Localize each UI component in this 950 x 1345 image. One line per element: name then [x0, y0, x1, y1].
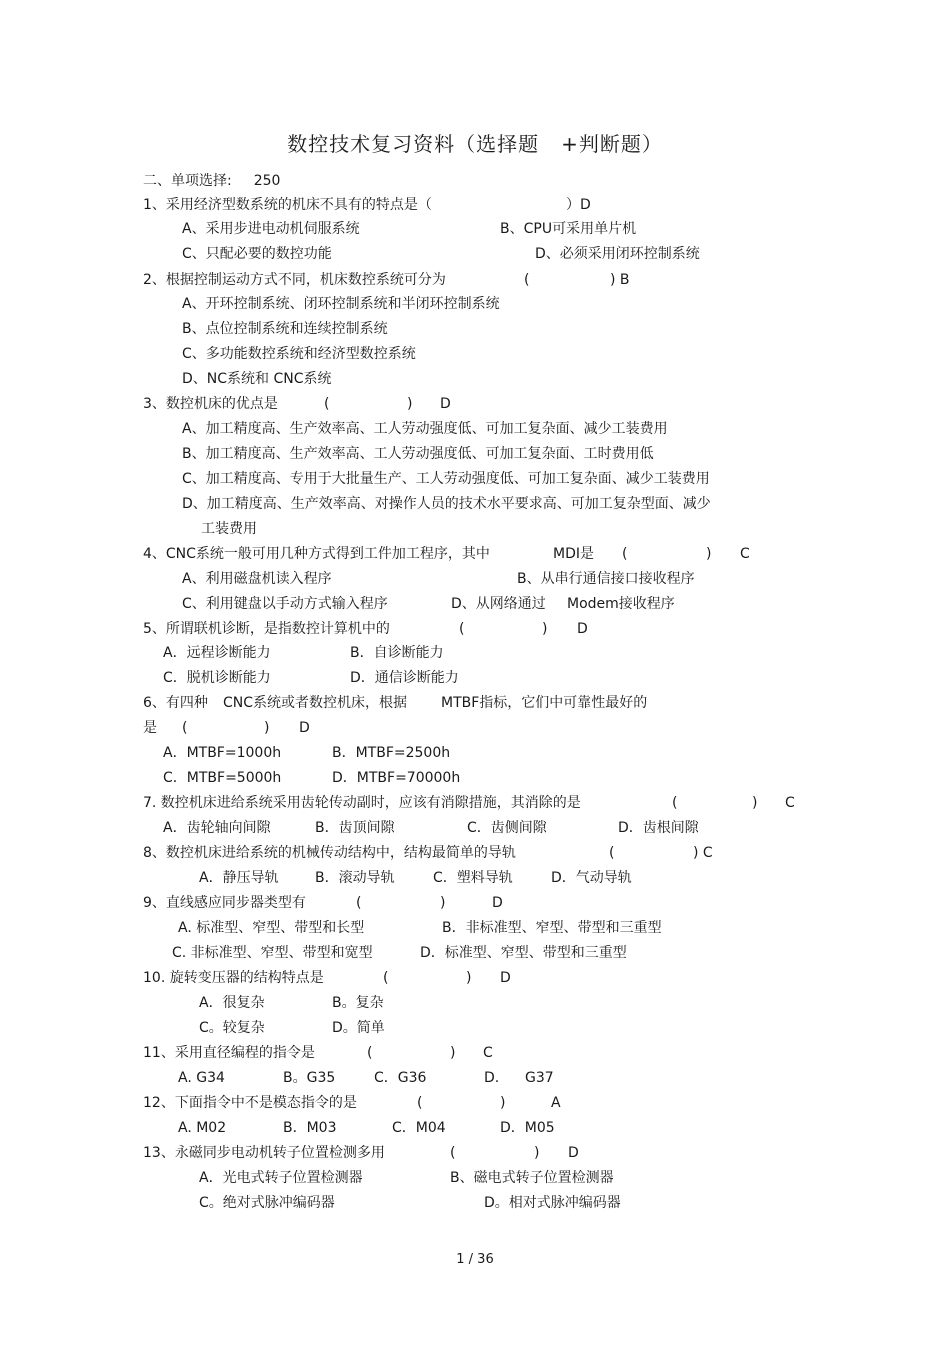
question-12: 12、下面指令中不是模态指令的是 [143, 1095, 357, 1111]
option-d: D．MTBF=70000h [332, 770, 461, 786]
title-tail: +判断题） [561, 132, 663, 156]
answer-paren: ( [356, 895, 362, 911]
answer-paren-close: ) [466, 970, 472, 986]
option-b: B．M03 [283, 1120, 337, 1136]
answer-paren-close: ) [752, 795, 758, 811]
answer-paren: ( [609, 845, 615, 861]
option-d-value: G37 [525, 1070, 554, 1086]
option-d: D. [484, 1070, 500, 1086]
question-answer: ) C [693, 845, 713, 861]
option-d-continued: Modem接收程序 [567, 596, 675, 612]
question-answer: D [299, 720, 310, 736]
option-a: A、采用步进电动机伺服系统 [182, 221, 360, 237]
option-c: C、多功能数控系统和经济型数控系统 [182, 346, 416, 362]
question-stem: 1、采用经济型数系统的机床不具有的特点是（ [143, 197, 432, 213]
option-d: D．M05 [500, 1120, 555, 1136]
option-d-continued: 工装费用 [201, 521, 257, 537]
question-9: 9、直线感应同步器类型有 [143, 895, 306, 911]
question-1 [143, 196, 432, 214]
question-answer: ) B [610, 272, 630, 288]
answer-paren-close: ) [264, 720, 270, 736]
answer-paren-close: ) [440, 895, 446, 911]
option-d: D。相对式脉冲编码器 [484, 1195, 621, 1211]
document-title [0, 128, 950, 157]
answer-paren-close: ) [542, 621, 548, 637]
answer-paren: ( [417, 1095, 423, 1111]
option-c: C．G36 [374, 1070, 427, 1086]
answer-paren: ( [383, 970, 389, 986]
option-b: B、磁电式转子位置检测器 [450, 1170, 614, 1186]
question-answer: A [551, 1095, 561, 1111]
question-stem-mid: MDI是 [553, 546, 594, 562]
answer-paren: ( [450, 1145, 456, 1161]
question-8: 8、数控机床进给系统的机械传动结构中，结构最简单的导轨 [143, 845, 516, 861]
option-a: A．很复杂 [199, 995, 265, 1011]
option-a: A. 标准型、窄型、带型和长型 [178, 920, 365, 936]
question-answer: C [483, 1045, 493, 1061]
option-a: A．远程诊断能力 [163, 645, 271, 661]
question-answer: C [740, 546, 750, 562]
question-13: 13、永磁同步电动机转子位置检测多用 [143, 1145, 385, 1161]
option-c: C、只配必要的数控功能 [182, 246, 332, 262]
answer-paren: ( [524, 272, 530, 288]
option-d: D．通信诊断能力 [350, 670, 459, 686]
answer-paren-close: ) [706, 546, 712, 562]
option-b: B、加工精度高、生产效率高、工人劳动强度低、可加工复杂面、工时费用低 [182, 446, 654, 462]
option-c: C、利用键盘以手动方式输入程序 [182, 596, 388, 612]
option-d: D。简单 [332, 1020, 385, 1036]
option-d: D、从网络通过 [451, 596, 546, 612]
option-d: D、加工精度高、生产效率高、对操作人员的技术水平要求高、可加工复杂型面、减少 [182, 496, 711, 512]
question-answer: D [577, 621, 588, 637]
option-d: D．齿根间隙 [618, 820, 699, 836]
answer-paren: ( [367, 1045, 373, 1061]
option-c: C．塑料导轨 [433, 870, 513, 886]
option-c: C．M04 [392, 1120, 446, 1136]
question-2: 2、根据控制运动方式不同，机床数控系统可分为 [143, 272, 446, 288]
option-b: B．滚动导轨 [315, 870, 395, 886]
question-stem-mid2: MTBF指标，它们中可靠性最好的 [441, 695, 648, 711]
option-a: A、利用磁盘机读入程序 [182, 571, 332, 587]
question-stem-mid: CNC系统或者数控机床，根据 [223, 695, 408, 711]
question-4: 4、CNC系统一般可用几种方式得到工件加工程序，其中 [143, 546, 490, 562]
section-heading [143, 170, 280, 190]
question-answer: ）D [566, 197, 591, 213]
option-a: A. G34 [178, 1070, 225, 1086]
question-answer: D [492, 895, 503, 911]
question-stem-line2: 是 [143, 720, 157, 736]
page-number: 1 / 36 [456, 1252, 494, 1267]
option-d: D．标准型、窄型、带型和三重型 [420, 945, 627, 961]
answer-paren-close: ) [500, 1095, 506, 1111]
option-a: A、加工精度高、生产效率高、工人劳动强度低、可加工复杂面、减少工装费用 [182, 421, 668, 437]
question-10: 10. 旋转变压器的结构特点是 [143, 970, 324, 986]
option-b: B、CPU可采用单片机 [500, 221, 637, 237]
option-a: A．齿轮轴向间隙 [163, 820, 271, 836]
title-main: 数控技术复习资料（选择题 [287, 132, 540, 156]
option-d: D、NC系统和 CNC系统 [182, 371, 332, 387]
answer-paren-close: ) [534, 1145, 540, 1161]
question-6: 6、有四种 [143, 695, 208, 711]
answer-paren: ( [672, 795, 678, 811]
answer-paren: ( [459, 621, 465, 637]
answer-paren-close: ) [450, 1045, 456, 1061]
option-b: B．齿顶间隙 [315, 820, 395, 836]
option-b: B．MTBF=2500h [332, 745, 451, 761]
option-c: C．MTBF=5000h [163, 770, 282, 786]
answer-paren: ( [182, 720, 188, 736]
option-a: A．静压导轨 [199, 870, 279, 886]
question-answer: C [785, 795, 795, 811]
option-d: D、必须采用闭环控制系统 [535, 246, 700, 262]
option-a: A．MTBF=1000h [163, 745, 282, 761]
option-b: B。复杂 [332, 995, 384, 1011]
option-c: C。绝对式脉冲编码器 [199, 1195, 335, 1211]
question-3: 3、数控机床的优点是 [143, 396, 278, 412]
option-c: C. 非标准型、窄型、带型和宽型 [172, 945, 373, 961]
question-answer: D [500, 970, 511, 986]
question-7: 7. 数控机床进给系统采用齿轮传动副时，应该有消隙措施，其消除的是 [143, 795, 581, 811]
answer-paren: ( [324, 396, 330, 412]
section-count: 250 [253, 173, 281, 189]
option-a: A．光电式转子位置检测器 [199, 1170, 363, 1186]
option-c: C。较复杂 [199, 1020, 265, 1036]
question-5: 5、所谓联机诊断，是指数控计算机中的 [143, 621, 390, 637]
option-b: B、点位控制系统和连续控制系统 [182, 321, 388, 337]
answer-paren-close: ) [407, 396, 413, 412]
option-a: A. M02 [178, 1120, 227, 1136]
question-11: 11、采用直径编程的指令是 [143, 1045, 315, 1061]
option-d: D．气动导轨 [551, 870, 632, 886]
question-answer: D [440, 396, 451, 412]
option-a: A、开环控制系统、闭环控制系统和半闭环控制系统 [182, 296, 500, 312]
option-b: B．自诊断能力 [350, 645, 444, 661]
question-answer: D [568, 1145, 579, 1161]
section-label: 二、单项选择: [143, 173, 232, 189]
option-c: C．齿侧间隙 [467, 820, 547, 836]
option-b: B．非标准型、窄型、带型和三重型 [442, 920, 662, 936]
option-c: C、加工精度高、专用于大批量生产、工人劳动强度低、可加工复杂面、减少工装费用 [182, 471, 710, 487]
answer-paren: ( [622, 546, 628, 562]
option-c: C．脱机诊断能力 [163, 670, 271, 686]
option-b: B。G35 [283, 1070, 336, 1086]
option-b: B、从串行通信接口接收程序 [517, 571, 695, 587]
